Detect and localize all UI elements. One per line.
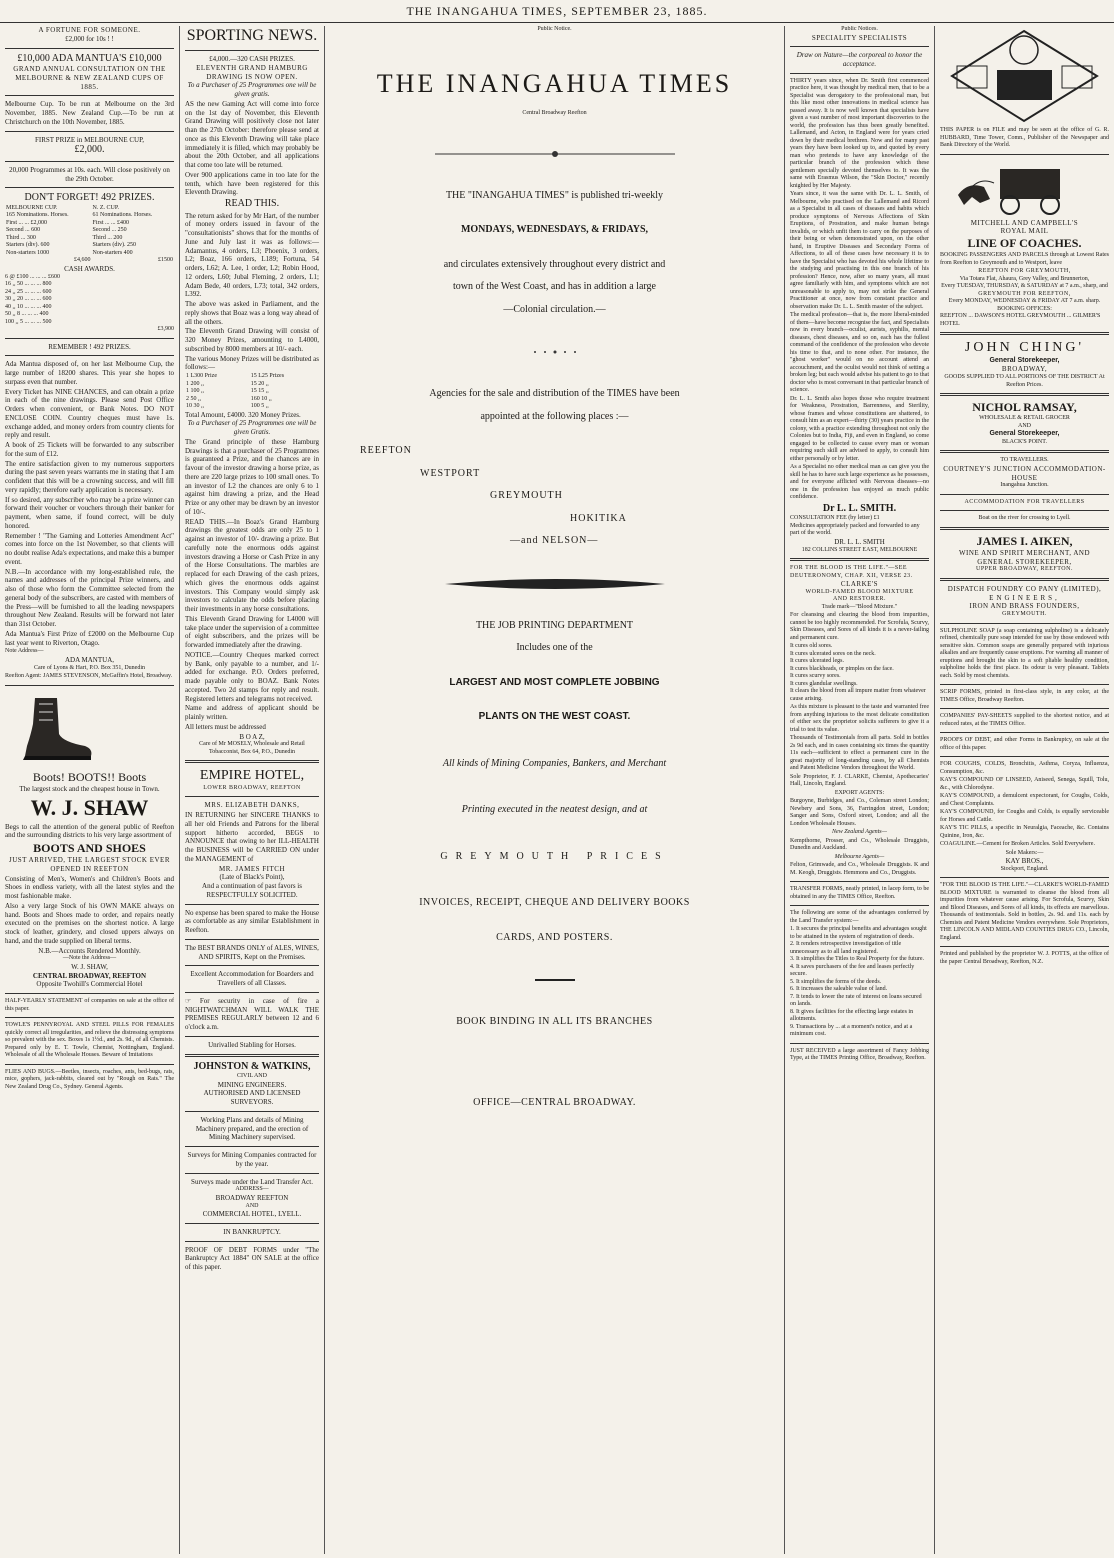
companies-paysheets: COMPANIES' PAY-SHEETS supplied to the shortest notice, and at reduced rates, at the TIMES Office.	[940, 713, 1109, 727]
table-cell: 1 100 ,,	[186, 388, 204, 394]
offices: REEFTON ... DAWSON'S HOTEL GREYMOUTH ... GILMER'S HOTEL	[940, 313, 1101, 327]
empire-sub: LOWER BROADWAY, REEFTON	[203, 784, 301, 791]
engineers: ENGINEERS,	[989, 593, 1060, 602]
boots-line: Boots! BOOTS!! Boots	[32, 770, 147, 785]
wine-merchant: WINE AND SPIRIT MERCHANT, AND GENERAL STOREKEEPER,	[958, 548, 1091, 566]
shaw-body: Begs to call the attention of the general public of Reefton and the surrounding districts to his very large assortment of	[5, 822, 174, 840]
security	[185, 997, 319, 1032]
body-paragraph: N.B.—In accordance with my long-established rule, the names and addresses of the principal Prize winners, and also of those who form the Committee selected from the general body of the subscribers, are casted with members of the Press—will be furnished to all the leading newspapers throughout New Zealand. Results will be forward not later than 31st October.	[5, 567, 174, 628]
boaz-address: Care of Mr MOSELY, Wholesale and Retail Tobacconist, Box 64, P.O., Dunedin	[199, 741, 305, 755]
ornament-divider	[425, 146, 685, 162]
greymouth-prices: GREYMOUTH PRICES	[440, 850, 669, 862]
kays-4: KAY'S TIC PILLS, a specific in Neuralgia, Faceache, &c. Contains Quinine, Iron, &c.	[940, 825, 1109, 839]
agencies-1: Agencies for the sale and distribution of the TIMES have been	[429, 388, 680, 399]
circulates-1: and circulates extensively throughout every district and	[443, 258, 666, 270]
sulpholine: SULPHOLINE SOAP (a soap containing sulpholine) is a delicately refined, chemically pure soap intended for use by those endowed with sensitive skin. Common soaps are generally prepared with injurious alkalies and are frequently cause eruptions. For warning all manner of eruptions and brought the skin to a soft pliable healthy condition, sulpholine holds the first place. Its odour is very pleasant. Tablets each. Sold by most chemists.	[940, 627, 1109, 679]
table-cell: Third ... 300	[6, 234, 36, 241]
proprietor: Sole Proprietor, F. J. CLARKE, Chemist, Apothecaries' Hall, Lincoln, England.	[790, 773, 929, 788]
town-greymouth: GREYMOUTH	[490, 490, 563, 501]
and-label: AND	[245, 1202, 259, 1209]
cash-total: £3,900	[157, 326, 174, 332]
clarke-body: For cleansing and clearing the blood from impurities, cannot be too highly recommended. For Scrofula, Scurvy, Skin Diseases, and Sores of all kinds it is a never-failing and permanent cure.	[790, 612, 929, 641]
stockport: Stockport, England.	[1000, 865, 1049, 872]
body-paragraph: Dr. L. L. Smith also hopes those who require treatment for Weakness, Prostration, Barrenness, and Sterility, whose frames and whose constitutions are shattered, to consult him as an expert—thirty (30) years practice in the colony, with a practice extending throughout not only the Colonies but to India, Fiji, and even in England, so come engaged to be collected to cause every man or woman requiring such skill are advised to apply, to consult him either personally or by letter.	[790, 395, 929, 462]
table-sub: 61 Nominations. Horses.	[92, 212, 153, 219]
body-paragraph: AS the new Gaming Act will come into force on the 1st day of November, this Eleventh Grand Drawing will positively close not later than the 27th October: therefore please send at once as this Eleventh Drawing will take place immediately it is filled, which may probably be about the 20th October, and all applications that come too late will be returned.	[185, 99, 319, 169]
table-cell: 10 30 ,,	[186, 403, 204, 409]
advantage-item: 7. It tends to lower the rate of interest on loans secured on lands.	[790, 993, 922, 1008]
dont-forget: DON'T FORGET! 492 PRIZES.	[24, 192, 155, 204]
advantage-item: 9. Transactions by ... at a moment's notice, and at a minimum cost.	[790, 1023, 913, 1038]
shaw-name-large: W. J. SHAW	[30, 795, 149, 820]
publication-days: MONDAYS, WEDNESDAYS, & FRIDAYS,	[460, 224, 649, 235]
column-5	[935, 26, 1114, 1554]
reefton-for: REEFTON FOR GREYMOUTH,	[978, 268, 1071, 274]
cure-item: It cures glandular swellings.	[790, 680, 858, 687]
dr-smith-2: DR. L. L. SMITH	[834, 537, 885, 546]
table-cell: 1 L300 Prize	[186, 373, 217, 379]
reefton-agent: Reefton Agent: JAMES STEVENSON, McGaffin's Hotel, Broadway.	[5, 673, 173, 679]
also-stock: Also a very large Stock of his OWN MAKE always on hand. Boots and Shoes made to order, and repairs neatly executed on the premises on the shortest notice. A large stock of leather, grindery, and closed uppers always on hand, and the trade supplied on liberal terms.	[5, 901, 174, 945]
shaw-opposite: Opposite Twohill's Commercial Hotel	[36, 980, 143, 989]
paper-address: Central Broadway Reefton	[522, 110, 587, 116]
iron-brass: IRON AND BRASS FOUNDERS,	[969, 602, 1080, 611]
advantage-item: 5. It simplifies the forms of the deeds.	[790, 978, 882, 985]
cards-posters: CARDS, AND POSTERS.	[496, 931, 613, 943]
boaz: B O A Z,	[239, 732, 265, 741]
printing-executed: Printing executed in the neatest design, and at	[461, 804, 648, 815]
public-notices: Public Notices.	[841, 26, 878, 32]
every: Every TUESDAY, THURSDAY, & SATURDAY at 7 a.m., sharp, and	[941, 283, 1108, 289]
paper-title: THE INANGAHUA TIMES	[376, 68, 733, 98]
programmes: 20,000 Programmes at 10s. each. Will close positively on the 29th October.	[9, 165, 170, 183]
sole-makers: Sole Makers:—	[1005, 849, 1044, 856]
body-paragraph: The medical profession—that is, the more liberal-minded of them—have become recognise the fact, and Specialists now in every branch—oculist, aurists, syphilis, mental diseases, chest diseases, and so on, each has the fullest command of the confidence of the profession who devote his time to that, and to none other. For instance, the "ghost worker" would on no account attend an accouchment, and the oculist would not think of setting a broken leg; but each would advise his patient to go to that doctor who is most conversant in that particular branch of science.	[790, 312, 929, 394]
melb-body: Felton, Grimwade, and Co., Wholesale Druggists. K and M. Keogh, Druggists. Hemmons and Co., Druggists.	[790, 862, 929, 876]
table-total: £1500	[158, 257, 173, 264]
remember-heading: REMEMBER ! 492 PRIZES.	[48, 342, 131, 351]
imprint: Printed and published by the proprietor W. J. POTTS, at the office of the paper Central Broadway, Reefton, N.Z.	[940, 951, 1109, 965]
body-paragraph: All letters must be addressed	[185, 722, 266, 731]
james-aiken: JAMES I. AIKEN,	[976, 533, 1073, 548]
invoices: INVOICES, RECEIPT, CHEQUE AND DELIVERY BOOKS	[419, 897, 690, 908]
bankruptcy: IN BANKRUPTCY.	[223, 1227, 281, 1236]
melb-agents: Melbourne Agents—	[834, 853, 885, 860]
body-paragraph: A book of 25 Tickets will be forwarded to any subscriber for the sum of £12.	[5, 441, 174, 458]
coughs: FOR COUGHS, COLDS, Bronchitis, Asthma, Coryza, Influenza, Consumption, &c.	[940, 761, 1109, 775]
advantage-item: 6. It increases the saleable value of land.	[790, 986, 888, 993]
body-paragraph: Ada Mantua disposed of, on her last Melbourne Cup, the large number of 18200 shares. This year she hopes to surpass even that number.	[5, 360, 174, 386]
boat: Boat on the river for crossing to Lyell.	[978, 515, 1071, 522]
mining: MINING ENGINEERS.	[217, 1080, 287, 1089]
file-seal-illustration	[947, 26, 1102, 126]
line-of-coaches: LINE OF COACHES.	[967, 236, 1082, 250]
greymouth-for: GREYMOUTH FOR REEFTON,	[978, 290, 1071, 297]
accommodation-travellers: ACCOMMODATION FOR TRAVELLERS	[964, 498, 1085, 505]
advantage-item: 1. It secures the principal benefits and advantages sought to be attained in the system of registration of deeds.	[790, 926, 927, 940]
drawn-dates: Melbourne Cup. To be run at Melbourne on the 3rd November, 1885. New Zealand Cup.—To be run at Christchurch on the 10th November, 1885.	[5, 100, 174, 126]
body-paragraph: Over 900 applications came in too late for the tenth, which have been registered for this Eleventh Drawing.	[185, 170, 319, 197]
purchaser: To a Purchaser of 25 Programmes one will be given gratis.	[187, 81, 317, 98]
table-head: N. Z. CUP.	[92, 204, 120, 211]
cash-row: 6 @ £100 ... ... ... £600	[5, 273, 61, 280]
dr-smith: Dr L. L. SMITH.	[822, 502, 897, 514]
column-1	[0, 26, 180, 1554]
booking-offices: BOOKING OFFICES:	[997, 305, 1052, 312]
general-storekeeper-2: General Storekeeper,	[989, 430, 1060, 437]
table-cell: 2 50 ,,	[186, 395, 201, 402]
clarke-body-2: As this mixture is pleasant to the taste and warranted free from anything injurious to the most delicate constitution of either sex the proprietor solicits sufferers to give it a trial to test its value.	[790, 704, 929, 733]
best-brands: The BEST BRANDS ONLY of ALES, WINES, AND SPIRITS, Kept on the Premises.	[185, 943, 319, 961]
export-body: Burgoyne, Burbidges, and Co., Coleman street London; Newbery and Sons, 36, Farringdon street, London; Sanger and Sons, Oxford street, London; and all the London Wholesale Houses.	[790, 798, 929, 827]
seal-text: THIS PAPER is on FILE and may be seen at the office of G. R. HUBBARD, Time Tower, Comn., Publisher of the Newspaper and Bank Directory of the World.	[940, 127, 1109, 148]
table-cell: Second ... 600	[6, 227, 41, 234]
via: Via Totara Flat, Ahaura, Grey Valley, and Brunnerton,	[959, 275, 1090, 282]
kays-3: KAY'S COMPOUND, for Coughs and Colds, is equally serviceable for Horses and Cattle.	[940, 809, 1109, 823]
cash-prizes: £4,000.—320 CASH PRIZES.	[209, 55, 295, 63]
just-arrived: JUST ARRIVED, THE LARGEST STOCK EVER OPENED IN REEFTON	[9, 856, 170, 873]
town-nelson: —and NELSON—	[510, 535, 599, 546]
fitch-body: And a continuation of past favors is RESPECTFULLY SOLICITED.	[202, 882, 302, 899]
table-cell: Non-starters 400	[92, 249, 133, 256]
ornament-short	[425, 972, 685, 988]
column-4	[785, 26, 935, 1554]
town-hokitika: HOKITIKA	[570, 512, 627, 524]
table-cell: Starters (div). 600	[6, 242, 50, 249]
cure-item: It cures scurvy sores.	[790, 673, 841, 680]
scrip-forms: SCRIP FORMS, printed in first-class style, in any color, at the TIMES Office, Broadway Reefton.	[940, 689, 1109, 703]
table-sub: 165 Nominations. Horses.	[6, 212, 69, 219]
largest-complete: LARGEST AND MOST COMPLETE JOBBING	[449, 676, 660, 688]
cure-item: It cures ulcerated legs.	[790, 658, 844, 665]
cure-item: It clears the blood from all impure matter from whatever cause arising.	[790, 688, 926, 702]
town-reefton: REEFTON	[360, 445, 412, 456]
fortune-sub: £2,000 for 10s ! !	[65, 34, 114, 43]
general-storekeeper: General Storekeeper,	[989, 356, 1060, 364]
table-cell: Second ... 250	[92, 227, 127, 234]
fortune-heading: A FORTUNE FOR SOMEONE.	[38, 26, 141, 34]
kays-1: KAY'S COMPOUND OF LINSEED, Aniseed, Senega, Squill, Tolu, &c., with Chlorodyne.	[940, 777, 1109, 791]
masthead: THE INANGAHUA TIMES, SEPTEMBER 23, 1885.	[0, 0, 1114, 23]
consultation-fee: CONSULTATION FEE (by letter) £1	[790, 515, 880, 522]
column-3	[325, 26, 785, 1554]
body-paragraph: READ THIS.—In Boaz's Grand Hamburg drawings the greatest odds are only 25 to 1 against an investor of 10/- drawing a prize. But carefully note the enormous odds against investors drawing a Horse or Cash Prize in any of the Horse Consultations. The marbles are replaced for each Drawing of the cash prizes, which gives the enormous odds against investors. This Company would simply ask investors to calculate the odds before placing their investments in any horse consultations.	[185, 517, 319, 613]
circulates-2: town of the West Coast, and has in addition a large	[453, 281, 656, 292]
ornament-dots	[425, 344, 685, 360]
cash-row: 40 ,, 10 ... ... ... 400	[5, 303, 52, 310]
cash-awards: CASH AWARDS.	[64, 264, 115, 273]
table-cell: First ... ... £400	[92, 219, 130, 226]
read-this: READ THIS.	[224, 198, 280, 209]
table-cell: 160 10 ,,	[250, 395, 272, 402]
to-travellers: TO TRAVELLERS.	[1000, 457, 1049, 464]
nichol-ramsay: NICHOL RAMSAY,	[972, 400, 1077, 414]
body-paragraph: The above was asked in Parliament, and the reply shows that Boaz was a long way ahead of all the others.	[185, 300, 319, 326]
towle-ad: TOWLE'S PENNYROYAL AND STEEL PILLS FOR FEMALES quickly correct all irregularities, and relieve the distressing symptoms so prevalent with the sex. Boxes 1s 1½d., and 2s. 9d., of all Chemists. Prepared only by E. T. Towle, Chemist, Nottingham, England. Wholesale of all the Wholesale Houses. Beware of Imitations	[5, 1022, 174, 1058]
boots-sub: The largest stock and the cheapest house in Town.	[19, 785, 160, 794]
note-address: Note Address—	[5, 648, 44, 655]
table-cell: 100 5 ,,	[250, 403, 269, 409]
accounts: N.B.—Accounts Rendered Monthly.	[38, 946, 141, 955]
proofs-of-debt: PROOFS OF DEBT, and other Forms in Bankruptcy, on sale at the office of this paper.	[940, 737, 1109, 751]
boot-illustration	[5, 694, 95, 764]
blood-life-ad: "FOR THE BLOOD IS THE LIFE."—CLARKE'S WORLD-FAMED BLOOD MIXTURE is warranted to cleanse the blood from all impurities from whatever cause arising. For Scrofula, Scurvy, Skin and Blood Diseases, and Sores of all kinds, its effects are marvellous. Thousands of testimonials. Sold in bottles, 2s. 9d. and 11s. each by Chemists and Patent Medicine Vendors everywhere. Sole Proprietors, THE LINCOLN AND MIDLAND COUNTIES DRUG CO., Lincoln, England.	[940, 882, 1109, 941]
all-kinds: All kinds of Mining Companies, Bankers, and Merchant	[442, 757, 667, 769]
ada-heading: £10,000 ADA MANTUA'S £10,000	[17, 52, 162, 64]
following: The following are some of the advantages conferred by the Land Transfer system:—	[790, 910, 929, 924]
advantage-item: 2. It renders retrospective investigation of title unnecessary as to all land registered.	[790, 941, 902, 955]
danks-body: IN RETURNING her SINCERE THANKS to all her old Friends and Patrons for the liberal support hitherto accorded, BEGS to ANNOUNCE that owing to her ILL-HEALTH the BUSINESS will be CARRIED ON under the MANAGEMENT of	[185, 811, 319, 863]
cash-row: 30 ,, 20 ... ... ... 600	[5, 296, 52, 302]
upper-broadway: UPPER BROADWAY, REEFTON.	[976, 566, 1073, 573]
table-cell: 1 200 ,,	[186, 380, 204, 387]
wholesale-grocer: WHOLESALE & RETAIL GROCER	[979, 415, 1070, 421]
royal-mail: ROYAL MAIL	[1000, 227, 1049, 236]
cure-item: It cures blackheads, or pimples on the face.	[790, 665, 894, 672]
coaguline: COAGULINE.—Cement for Broken Articles. Sold Everywhere.	[940, 841, 1095, 847]
broadway: BROADWAY REEFTON	[215, 1193, 289, 1202]
cash-row: 50 ,, 8 ... ... ... 400	[5, 311, 49, 317]
prize-table	[5, 205, 174, 265]
dispatch-foundry: DISPATCH FOUNDRY CO PANY (LIMITED),	[947, 584, 1102, 593]
ornament-flourish	[425, 576, 685, 592]
broadway-ching: BROADWAY,	[1001, 365, 1048, 374]
cure-item: It cures ulcerated sores on the neck.	[790, 650, 876, 657]
security-text: For security in case of fire a NIGHTWATCHMAN WILL WALK THE PREMISES REGULARLY between 12 and 6 o'clock a.m.	[185, 996, 319, 1031]
stabling: Unrivalled Stabling for Horses.	[208, 1040, 296, 1049]
surveys: Surveys for Mining Companies contracted for by the year.	[187, 1151, 317, 1168]
public-notice: Public Notice.	[537, 26, 572, 32]
shaw-address: CENTRAL BROADWAY, REEFTON	[32, 971, 147, 980]
shaw-name: W. J. SHAW,	[71, 962, 108, 971]
kays-2: KAY'S COMPOUND, a demulcent expectorant, for Coughs, Colds, and Chest Complaints.	[940, 793, 1109, 807]
fitch: MR. JAMES FITCH	[218, 864, 286, 873]
ada-address: Care of Lyons & Hart, P.O. Box 351, Dunedin	[34, 664, 145, 671]
purchaser-2: To a Purchaser of 25 Programmes one will be given Gratis.	[187, 419, 317, 436]
body-paragraph: NOTICE.—Country Cheques marked correct by Bank, only payable to a number, and 1/- added for exchange. P.O. Orders preferred, made payable only to BOAZ. Bank Notes accepted. Two 2d stamps for reply and result. Registered letters and telegrams not received.	[185, 650, 319, 703]
boots-and-shoes: BOOTS AND SHOES	[33, 841, 146, 855]
draw-on-nature: Draw on Nature—the corporeal to honor the acceptance.	[796, 51, 923, 68]
table-cell: Starters (div). 250	[92, 242, 136, 249]
table-cell: 15 L25 Prizes	[250, 373, 285, 379]
advantage-item: 8. It gives facilities for the effecting large estates in allotments.	[790, 1008, 914, 1023]
total-amount: Total Amount, £4000. 320 Money Prizes.	[185, 410, 301, 419]
advantage-item: 4. It saves purchasers of the fee and leases perfectly secure.	[790, 963, 915, 978]
column-2	[180, 26, 325, 1554]
and-label: AND	[1018, 422, 1031, 429]
johnston-watkins: JOHNSTON & WATKINS,	[193, 1060, 311, 1072]
empire-hotel: EMPIRE HOTEL,	[199, 768, 305, 784]
accommodation: Excellent Accommodation for Boarders and Travellers of all Classes.	[190, 970, 314, 987]
table-head: MELBOURNE CUP.	[6, 204, 58, 211]
civil: CIVIL AND	[237, 1073, 267, 1079]
surveys-2: Surveys made under the Land Transfer Act.	[191, 1177, 313, 1186]
proof-of-debt: PROOF OF DEBT FORMS under "The Bankruptcy Act 1884" ON SALE at the office of this paper.	[185, 1245, 319, 1271]
advantage-item: 3. It simplifies the Titles to Real Property for the future.	[790, 956, 924, 963]
booking: BOOKING PASSENGERS AND PARCELS through at Lowest Rates from Reefton to Greymouth and to Westport, leave	[940, 252, 1109, 266]
body-paragraph: As a Specialist no other medical man as can give you the skill he has to have such large experience as he possesses, and for everyone afflicted with Nervous diseases—no one in the profession has enjoyed as much public confidence.	[790, 464, 930, 501]
restorer: AND RESTORER.	[832, 596, 887, 603]
body-paragraph: Every Ticket has NINE CHANCES, and can obtain a prize in each of the nine drawings. Please send Post Office Orders when convenient, or Bank Notes. DO NOT ENCLOSE COIN. Country cheques must have 1s. exchange added, and money orders from country clients for reply and result.	[5, 387, 174, 440]
goods-supplied: GOODS SUPPLIED TO ALL PORTIONS OF THE DISTRICT At Reefton Prices.	[944, 374, 1105, 388]
working-plans: Working Plans and details of Mining Machinery prepared, and the erection of Mining Machinery supervised.	[195, 1115, 309, 1142]
office-address: OFFICE—CENTRAL BROADWAY.	[473, 1096, 636, 1108]
every-2: Every MONDAY, WEDNESDAY & FRIDAY AT 7 a.m. sharp.	[948, 298, 1101, 304]
table-cell: First ... ... £2,000	[6, 219, 48, 226]
colonial-circulation: —Colonial circulation.—	[503, 303, 606, 315]
table-cell: 15 20 ,,	[250, 380, 269, 387]
first-prize: FIRST PRIZE in MELBOURNE CUP,	[35, 135, 144, 144]
kay-bros: KAY BROS.,	[1005, 857, 1044, 865]
body-paragraph: If so desired, any subscriber who may be a prize winner can forward their voucher or vouchers through their banker for payment, when same, if found correct, will be duly honored.	[5, 495, 174, 530]
body-paragraph: Remember ! "The Gaming and Lotteries Amendment Act" comes into force on the 1st November, so that clients will no doubt realise Ada's expectations, and make this a bumper event.	[5, 531, 174, 566]
note-address-2: —Note the Address—	[62, 955, 117, 962]
authorised: AUTHORISED AND LICENSED SURVEYORS.	[203, 1089, 301, 1106]
trade-mark: Trade mark—"Blood Mixture."	[821, 603, 898, 610]
body-paragraph: THIRTY years since, when Dr. Smith first commenced practice here, it was thought by medical men, that to be a Specialist was derogatory to the professional man, but this like most other innovations in medical science has passed away. It is now well known that specialists have given a vast number of most important discoveries to the world, the profession has thus been greatly benefited. Lallemand, and Acton, in England were for years cried down by their medical brethren. Now and for many past years they have been looked up to, and quoted by every man who pretends to have any knowledge of the particular branch of the profession which these gentlemen specially devoted themselves to. It was the same with Erasmus Wilson, the "Skin Doctor," recently knighted by Her Majesty.	[790, 77, 929, 189]
body-paragraph: Years since, it was the same with Dr. L. L. Smith, of Melbourne, who practised on the Lallemand and Ricord as a Specialist in all cases of diseases and habits which produce symptoms of Nervous Affections of Skin Eruptions, of Prostration, and make human beings invalids, or which unfit them to carry on the purposes of their being or when demonstrated upon, on the other hand, in Eruptive Diseases and Secondary Forms of Affections, to all of these cases how necessary it is to have the Specialist who has devoted his whole lifetime to the studying and practising in this one branch of his profession? Hence, now, after so many years, all must agree familiarly with him, and symptoms which are not unreasonable to apply to, may not strike the General Practitioner at once, now from constant practice and observation make Dr. L. L. Smith master of the subject.	[790, 191, 929, 310]
job-printing: THE JOB PRINTING DEPARTMENT	[475, 619, 634, 631]
table-cell: Non-starters 1000	[6, 249, 50, 256]
commercial-hotel: COMMERCIAL HOTEL, LYELL.	[202, 1210, 302, 1218]
first-prize-amount: £2,000.	[74, 144, 105, 156]
table-cell: Third ... 200	[92, 234, 123, 241]
danks: MRS. ELIZABETH DANKS,	[204, 801, 300, 810]
body-paragraph: The Eleventh Grand Drawing will consist of 320 Money Prizes, amounting to L4000, subscribed by 8000 members at 10/- each.	[185, 327, 319, 353]
agencies-2: appointed at the following places :—	[480, 410, 629, 422]
ada-name: ADA MANTUA,	[65, 655, 114, 664]
table-total: £4,600	[74, 257, 91, 264]
nz-body: Kempthorne, Prosser, and Co., Wholesale Druggists, Dunedin and Auckland.	[790, 837, 929, 852]
published: THE "INANGAHUA TIMES" is published tri-weekly	[445, 189, 664, 201]
nz-agents: New Zealand Agents—	[832, 829, 887, 836]
plants-west-coast: PLANTS ON THE WEST COAST.	[478, 711, 631, 722]
grand-consultation: GRAND ANNUAL CONSULTATION ON THE MELBOURNE & NEW ZEALAND CUPS OF 1885.	[13, 65, 166, 91]
includes: Includes one of the	[516, 642, 593, 653]
cash-row: 100 ,, 5 ... ... ... 500	[5, 318, 52, 325]
cure-item: It cures old sores.	[790, 643, 833, 650]
export-agents: EXPORT AGENTS:	[834, 789, 885, 796]
hamburg: ELEVENTH GRAND HAMBURG DRAWING IS NOW OPEN.	[196, 63, 308, 81]
greymouth-foundry: GREYMOUTH.	[1002, 611, 1047, 617]
stagecoach-illustration	[950, 159, 1100, 217]
town-westport: WESTPORT	[420, 467, 481, 479]
transfer-forms: TRANSFER FORMS, neatly printed, in lacep form, to be obtained in any the TIMES Office, Reefton.	[790, 886, 929, 900]
sporting-news: SPORTING NEWS.	[186, 27, 318, 44]
collins-street: 182 COLLINS STREET EAST, MELBOURNE	[801, 546, 918, 553]
blood-is-life: FOR THE BLOOD IS THE LIFE."—SEE DEUTERONOMY, CHAP. XII, VERSE 23.	[790, 565, 913, 579]
john-ching: JOHN CHING'	[964, 340, 1085, 355]
body-paragraph: Name and address of applicant should be plainly written.	[185, 704, 319, 721]
junction: Inangahua Junction.	[1000, 482, 1049, 489]
pointing-hand-icon: ☞	[185, 996, 200, 1005]
expense: No expense has been spared to make the House as comfortable as any similar Establishment in Reefton.	[185, 908, 319, 934]
book-binding: BOOK BINDING IN ALL ITS BRANCHES	[456, 1016, 653, 1027]
medicines: Medicines appropriately packed and forwarded to any part of the world.	[790, 522, 920, 537]
flies-ad: FLIES AND BUGS.—Beetles, insects, roaches, ants, bed-bugs, rats, mice, gophers, jack-rabbits, cleared out by "Rough on Rats." The New Zealand Drug Co., Sydney. General Agents.	[5, 1068, 174, 1090]
blacks-point: BLACK'S POINT.	[1002, 438, 1047, 445]
body-paragraph: The return asked for by Mr Hart, of the number of money orders issued in favour of the "consultationists" shows that for the months of June and July last it was as follows:—Adamantus, 4 orders, L3; Phoenix, 3 orders, L2; Boaz, 166 orders, L189; Fortuna, 54 orders, L62; A. Lee, 1 order, L2; Robin Hood, 12 orders, L60; Jubal Fleming, 2 orders, L1; Adam Bede, 40 orders, L73; total, 342 orders, L392.	[185, 211, 319, 299]
address-label: ADDRESS—	[235, 1186, 269, 1193]
cash-row: 16 ,, 50 ... ... ... 800	[5, 281, 52, 287]
courtney: COURTNEY'S JUNCTION ACCOMMODATION-HOUSE	[943, 464, 1106, 482]
money-prize-table	[185, 373, 319, 411]
body-paragraph: This Eleventh Grand Drawing for L4000 will take place under the supervision of a committee of eight subscribers, and the prizes will be forwarded immediately after the drawing.	[185, 614, 319, 649]
body-paragraph: Ada Mantua's First Prize of £2000 on the Melbourne Cup last year went to Riverton, Otago.	[5, 629, 174, 647]
speciality: SPECIALITY SPECIALISTS	[811, 33, 908, 42]
body-paragraph: The entire satisfaction given to my numerous supporters during the past seven years warrants me in stating that I am confident that this will be a crowning success, and will fill very rapidly; therefore early application is necessary.	[5, 459, 174, 494]
just-received: JUST RECEIVED a large assortment of Fancy Jobbing Type, at the TIMES Printing Office, Broadway, Reefton.	[790, 1047, 929, 1062]
thousands: Thousands of Testimonials from all parts. Sold in bottles 2s 9d each, and in cases containing six times the quantity 11s each—sufficient to effect a permanent cure in the great majority of long-standing cases, by all Chemists and Patent Medicine Vendors throughout the World.	[790, 735, 929, 772]
table-cell: 15 15 ,,	[250, 388, 269, 394]
clarkes: CLARKE'S	[840, 580, 879, 588]
body-paragraph: The Grand principle of these Hamburg Drawings is that a purchaser of 25 Programmes is guaranteed a Prize, and the chances are in favour of the investor drawing a horse prize, as there are 220 large prizes to 100 small ones. To an investor of L2 the chances are only 6 to 1 against him drawing a prize, and the Head Prize or any other may be drawn by an investor of 10/-.	[185, 437, 319, 516]
fitch-sub: (Late of Black's Point),	[219, 873, 285, 882]
world-famed: WORLD-FAMED BLOOD MIXTURE	[805, 588, 914, 595]
half-yearly: HALF-YEARLY STATEMENT of companies on sale at the office of this paper.	[5, 998, 174, 1012]
body-paragraph: The various Money Prizes will be distributed as follows:—	[185, 354, 319, 372]
cobb-name: MITCHELL AND CAMPBELL'S	[970, 218, 1079, 227]
consisting: Consisting of Men's, Women's and Children's Boots and Shoes in endless variety, with all the latest styles and the most fashionable make.	[5, 874, 174, 900]
cash-row: 24 ,, 25 ... ... ... 600	[5, 288, 52, 295]
